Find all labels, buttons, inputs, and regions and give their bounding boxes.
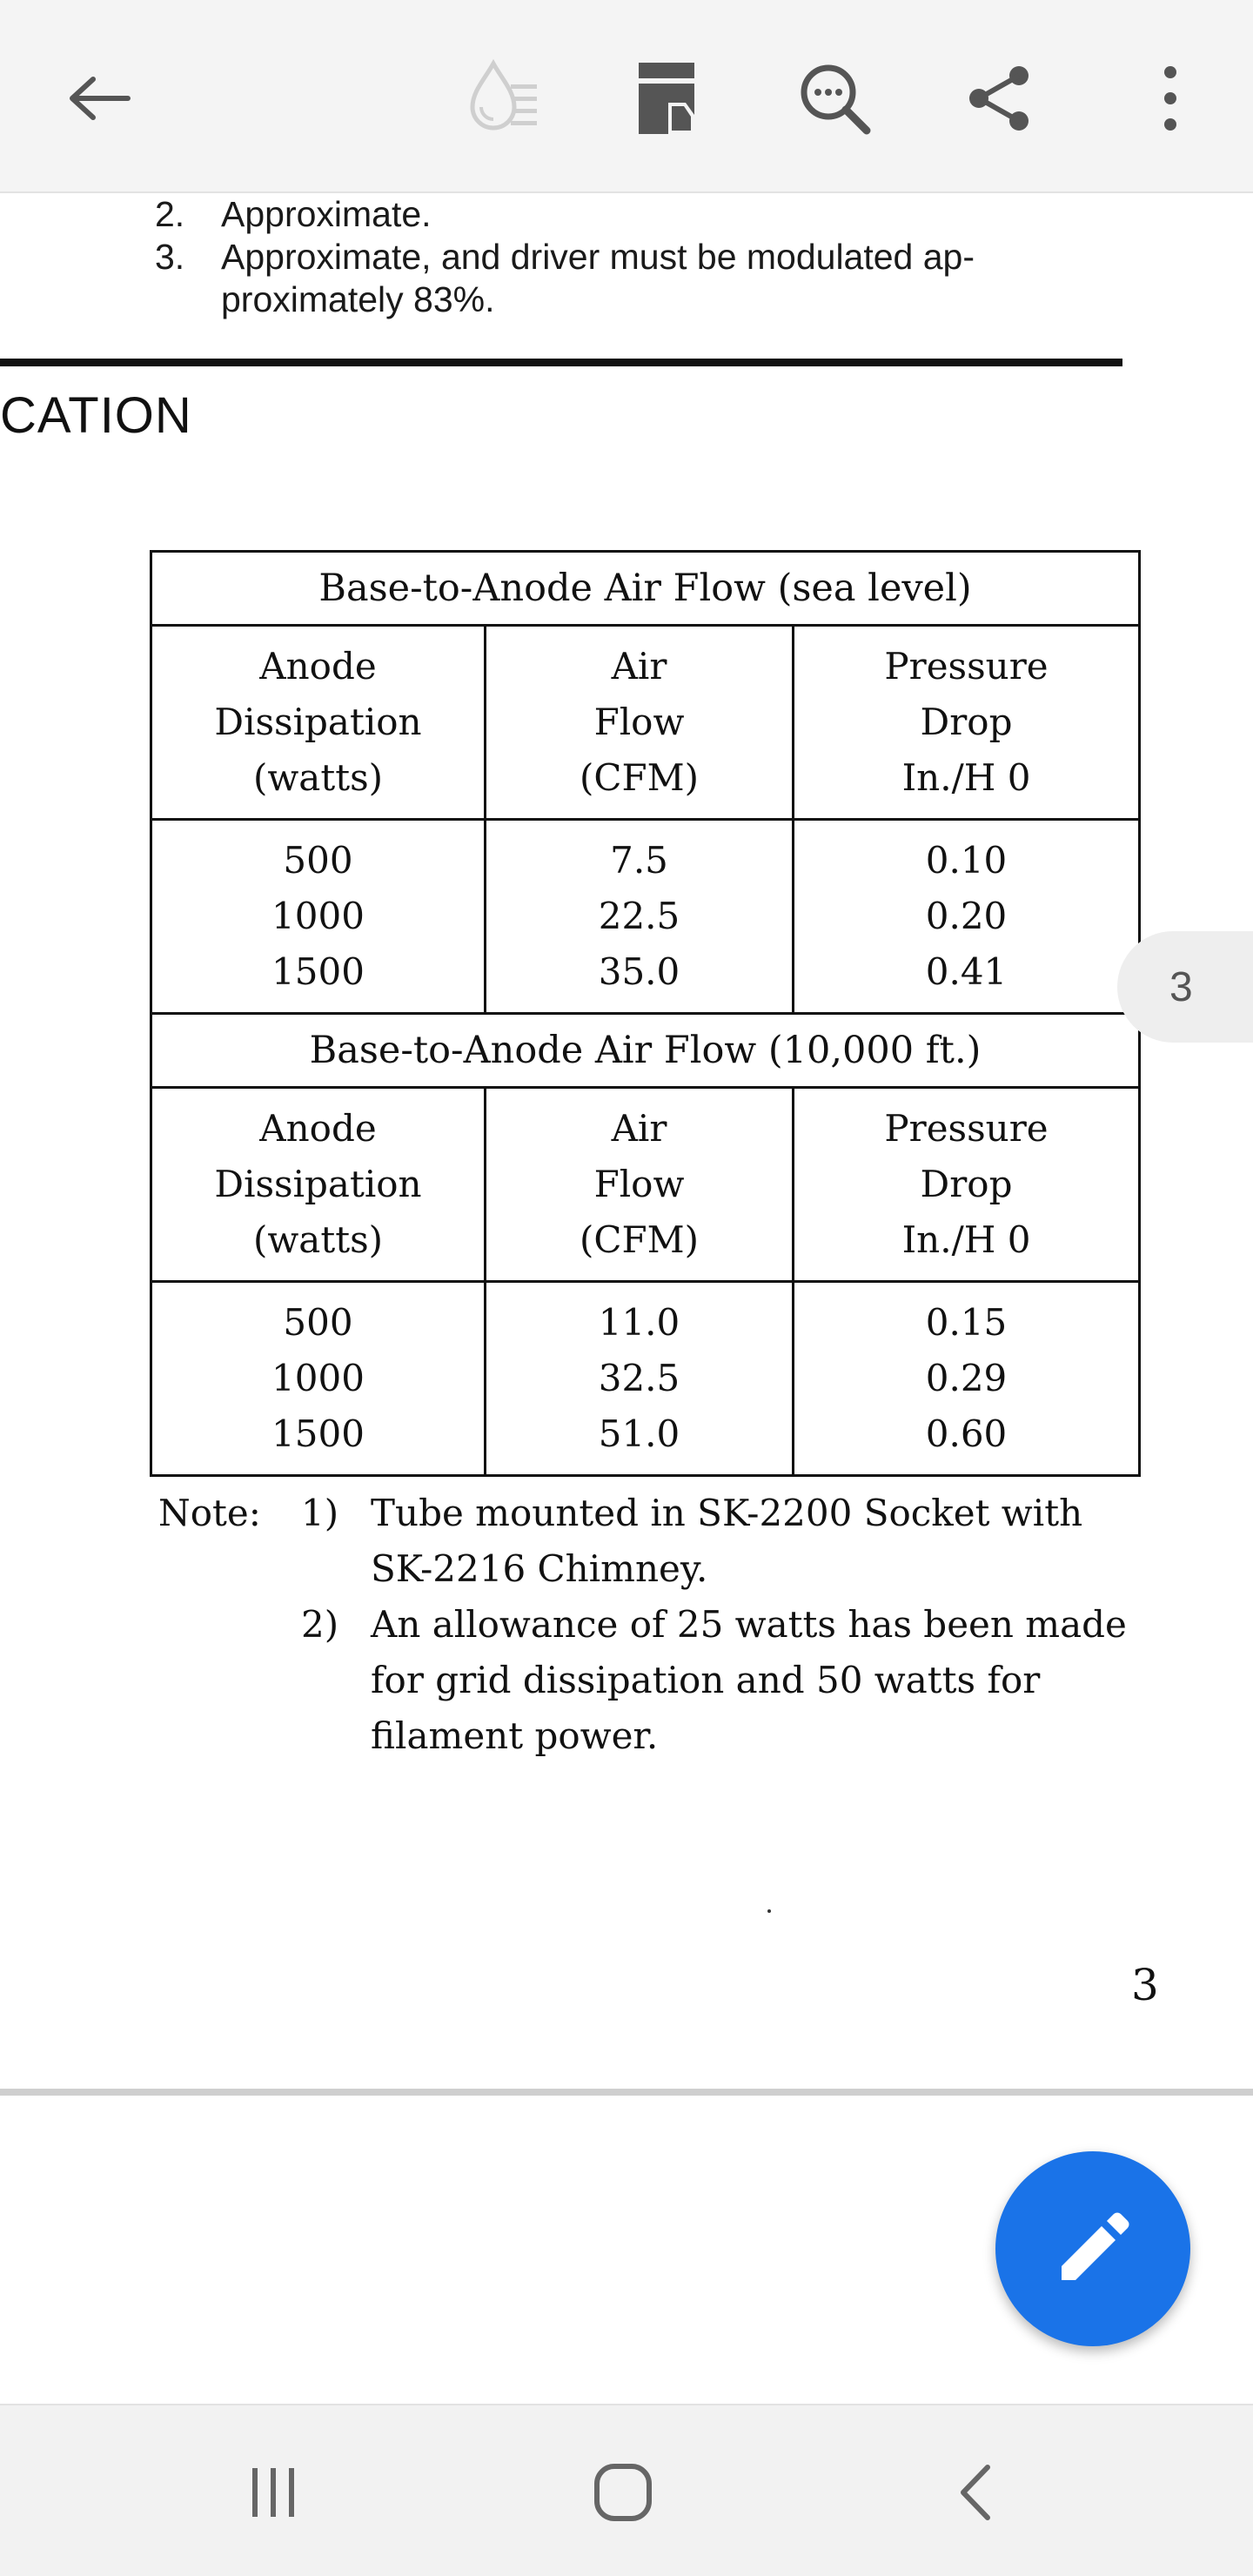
table-cell: 500 1000 1500 <box>151 820 486 1014</box>
recents-icon[interactable] <box>221 2440 325 2545</box>
more-vert-icon[interactable] <box>1122 50 1218 146</box>
column-header: Air Flow (CFM) <box>486 626 794 820</box>
table-section-title: Base-to-Anode Air Flow (10,000 ft.) <box>151 1014 1140 1088</box>
table-cell: 11.0 32.5 51.0 <box>486 1282 794 1476</box>
back-arrow-icon[interactable] <box>49 50 144 146</box>
share-icon[interactable] <box>952 50 1048 146</box>
column-header: Pressure Drop In./H 0 <box>794 1088 1140 1282</box>
table-cell: 0.15 0.29 0.60 <box>794 1282 1140 1476</box>
view-mode-icon[interactable] <box>620 50 715 146</box>
column-header: Pressure Drop In./H 0 <box>794 626 1140 820</box>
note-item: An allowance of 25 watts has been made for grid dissipation and 50 watts for filament power. <box>371 1603 1127 1757</box>
system-nav-bar <box>0 2404 1253 2576</box>
footnote-item: 3. Approximate, and driver must be modulated ap- proximately 83%. <box>155 237 975 319</box>
page-number: 3 <box>1131 1960 1159 2010</box>
footnotes <box>155 193 975 321</box>
reading-mode-icon[interactable] <box>454 50 550 146</box>
note-label: Note: <box>158 1492 261 1534</box>
air-flow-table <box>150 550 1138 1477</box>
column-header: Air Flow (CFM) <box>486 1088 794 1282</box>
top-app-bar <box>0 0 1253 193</box>
edit-button[interactable] <box>995 2151 1190 2346</box>
footnote-item: 2. Approximate. <box>155 194 432 234</box>
scan-speck <box>767 1909 771 1913</box>
section-heading: CATION <box>0 387 192 444</box>
section-divider <box>0 359 1122 366</box>
table-cell: 500 1000 1500 <box>151 1282 486 1476</box>
column-header: Anode Dissipation (watts) <box>151 1088 486 1282</box>
document-page[interactable] <box>0 193 1253 2090</box>
page-separator <box>0 2089 1253 2096</box>
edit-pencil-icon <box>1049 2205 1136 2292</box>
page-indicator[interactable]: 3 <box>1117 931 1253 1043</box>
table-cell: 7.5 22.5 35.0 <box>486 820 794 1014</box>
table-section-title: Base-to-Anode Air Flow (sea level) <box>151 552 1140 626</box>
table-cell: 0.10 0.20 0.41 <box>794 820 1140 1014</box>
nav-back-icon[interactable] <box>922 2440 1027 2545</box>
column-header: Anode Dissipation (watts) <box>151 626 486 820</box>
home-icon[interactable] <box>571 2440 675 2545</box>
note-item: Tube mounted in SK-2200 Socket with SK-2216 Chimney. <box>371 1492 1083 1590</box>
table-note: Note: 1) Tube mounted in SK-2200 Socket with SK-2216 Chimney. 2) An allowance of 25 watts has been made for grid dissipation and 50 watts for filament power. <box>158 1486 1136 1764</box>
search-icon[interactable] <box>787 50 882 146</box>
